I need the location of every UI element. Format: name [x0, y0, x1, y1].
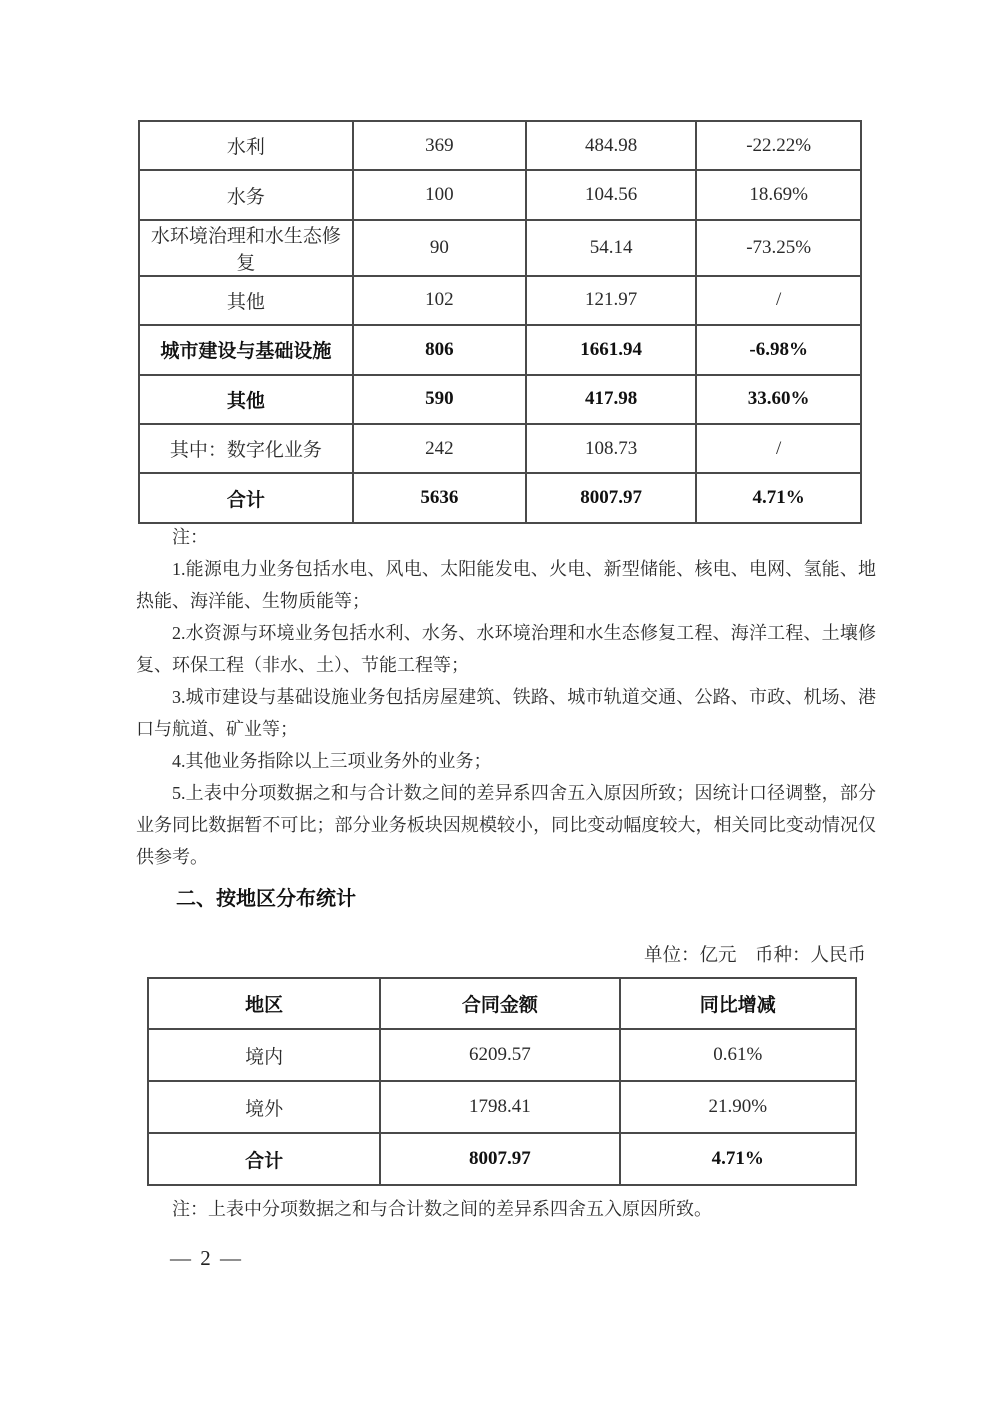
region-label: 境内: [148, 1029, 380, 1081]
page-number: — 2 —: [170, 1246, 243, 1270]
segment-count: 590: [353, 375, 526, 424]
segment-count: 369: [353, 121, 526, 170]
note-item-3: 3.城市建设与基础设施业务包括房屋建筑、铁路、城市轨道交通、公路、市政、机场、港口与航道、矿业等；: [136, 687, 876, 739]
segment-yoy: /: [696, 276, 861, 325]
note-item-5: 5.上表中分项数据之和与合计数之间的差异系四舍五入原因所致；因统计口径调整，部分业务同比数据暂不可比；部分业务板块因规模较小，同比变动幅度较大，相关同比变动情况仅供参考。: [136, 783, 876, 867]
segment-count: 102: [353, 276, 526, 325]
table-header-row: [148, 978, 856, 1029]
segment-yoy: 18.69%: [696, 170, 861, 219]
note-item-4: 4.其他业务指除以上三项业务外的业务；: [172, 751, 492, 771]
segment-amount: 8007.97: [526, 473, 696, 522]
table-total-row: [139, 473, 861, 522]
region-yoy: 21.90%: [620, 1081, 856, 1133]
segment-amount: 484.98: [526, 121, 696, 170]
segment-label: 其中：数字化业务: [139, 424, 353, 473]
section-title: 二、按地区分布统计: [176, 888, 356, 910]
segment-count: 100: [353, 170, 526, 219]
unit-currency-line: 单位：亿元 币种：人民币: [643, 946, 866, 966]
segment-amount: 121.97: [526, 276, 696, 325]
region-amount: 6209.57: [380, 1029, 619, 1081]
segment-yoy: -73.25%: [696, 220, 861, 276]
segment-label: 合计: [139, 473, 353, 522]
segment-count: 806: [353, 325, 526, 374]
segment-yoy: 4.71%: [696, 473, 861, 522]
note-item-1: 1.能源电力业务包括水电、风电、太阳能发电、火电、新型储能、核电、电网、氢能、地热能、海洋能、生物质能等；: [136, 559, 876, 611]
region-label: 境外: [148, 1081, 380, 1133]
segment-amount: 54.14: [526, 220, 696, 276]
segment-count: 90: [353, 220, 526, 276]
note-item-2: 2.水资源与环境业务包括水利、水务、水环境治理和水生态修复工程、海洋工程、土壤修复、环保工程（非水、土）、节能工程等；: [136, 623, 876, 675]
header-yoy-change: 同比增减: [620, 978, 856, 1029]
business-segment-table: [138, 120, 862, 524]
table-row: [139, 170, 861, 219]
region-amount: 8007.97: [380, 1133, 619, 1185]
segment-label: 其他: [139, 375, 353, 424]
table1-notes: [136, 521, 876, 873]
segment-yoy: -6.98%: [696, 325, 861, 374]
table-row: [148, 1081, 856, 1133]
segment-yoy: /: [696, 424, 861, 473]
segment-label: 其他: [139, 276, 353, 325]
table-total-row: [148, 1133, 856, 1185]
table2-note: 注：上表中分项数据之和与合计数之间的差异系四舍五入原因所致。: [172, 1199, 712, 1219]
segment-amount: 108.73: [526, 424, 696, 473]
region-yoy: 0.61%: [620, 1029, 856, 1081]
table-row: [139, 276, 861, 325]
segment-label: 水务: [139, 170, 353, 219]
segment-amount: 104.56: [526, 170, 696, 219]
region-label: 合计: [148, 1133, 380, 1185]
table-row: [148, 1029, 856, 1081]
segment-amount: 1661.94: [526, 325, 696, 374]
region-amount: 1798.41: [380, 1081, 619, 1133]
segment-label: 水环境治理和水生态修复: [139, 220, 353, 276]
segment-label: 水利: [139, 121, 353, 170]
table-row: [139, 121, 861, 170]
table-row: [139, 375, 861, 424]
table-row: [139, 220, 861, 276]
header-contract-amount: 合同金额: [380, 978, 619, 1029]
segment-label: 城市建设与基础设施: [139, 325, 353, 374]
segment-yoy: 33.60%: [696, 375, 861, 424]
region-table: [147, 977, 857, 1186]
header-region: 地区: [148, 978, 380, 1029]
segment-count: 242: [353, 424, 526, 473]
segment-yoy: -22.22%: [696, 121, 861, 170]
region-yoy: 4.71%: [620, 1133, 856, 1185]
notes-title: 注：: [172, 527, 208, 547]
segment-amount: 417.98: [526, 375, 696, 424]
table-row: [139, 325, 861, 374]
segment-count: 5636: [353, 473, 526, 522]
table-row: [139, 424, 861, 473]
